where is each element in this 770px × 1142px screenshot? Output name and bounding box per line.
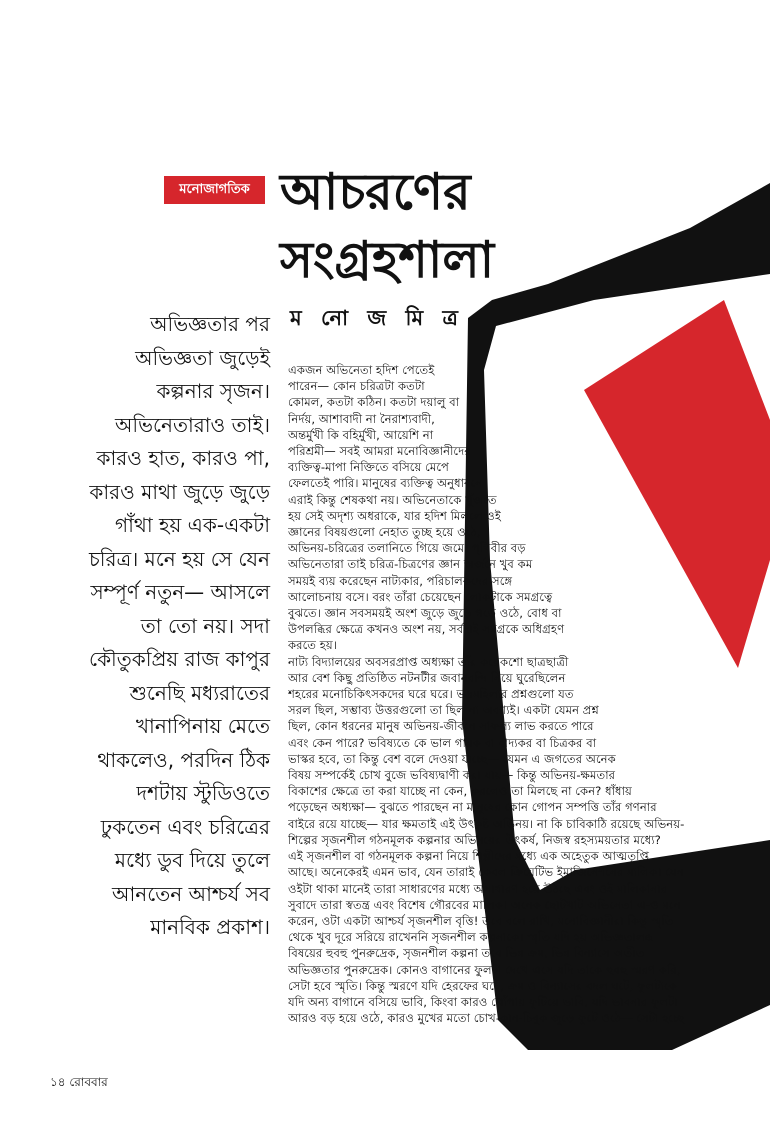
- body-line: আলোচনায় বসে। বরং তাঁরা চেয়েছেন লোকটাকে সমগ্রত্বে: [288, 589, 553, 604]
- pull-quote-line: ঢুকতেন এবং চরিত্রের: [100, 814, 270, 839]
- body-line: ফেলতেই পারি। মানুষের ব্যক্তিত্ব অনুধাবনে: [288, 476, 483, 491]
- pull-quote-line: অভিজ্ঞতা জুড়েই: [135, 345, 270, 370]
- body-line: যদি অন্য বাগানে বসিয়ে ভাবি, কিংবা কারও খোঁপায় ফুটিয়ে ভাবি, যদি ভাবনার ফুলটা: [288, 994, 678, 1009]
- body-line: সরল ছিল, সম্ভাব্য উত্তরগুলো তা ছিল না অবশ্যই। একটা যেমন প্রশ্ন: [288, 703, 599, 718]
- author-byline: ম নো জ মি ত্র: [290, 306, 464, 330]
- headline-line-2: সংগ্রহশালা: [280, 230, 495, 289]
- pull-quote-line: অভিনেতারাও তাই।: [115, 412, 270, 437]
- body-line: আরও বড় হয়ে ওঠে, কারও মুখের মতো চোখ-কান-চিবুক জুড়ে ফুটে ওঠে— সেটা হচ্ছে: [288, 1011, 685, 1026]
- pull-quote-line: কৌতুকপ্রিয় রাজ কাপুর: [88, 647, 270, 671]
- body-line: শহরের মনোচিকিৎসকদের ঘরে ঘরে। ভদ্রমহিলার প্রশ্নগুলো যত: [288, 687, 574, 702]
- body-line: এরাই কিন্তু শেষকথা নয়। অভিনেতাকে খুঁজতে: [288, 492, 497, 507]
- pull-quote-line: কারও মাথা জুড়ে জুড়ে: [89, 479, 270, 504]
- pull-quote-line: অভিজ্ঞতার পর: [150, 312, 270, 336]
- pull-quote-line: থাকলেও, পরদিন ঠিক: [97, 747, 270, 772]
- pull-quote-line: গাঁথা হয় এক-একটা: [115, 513, 270, 537]
- body-line: সুবাদে তারা স্বতন্ত্র এবং বিশেষ গৌরবের মালিক। অনেক ছোটখাট অভিনেতা এ-ও মনে: [288, 897, 681, 912]
- pull-quote-line: কারও হাত, কারও পা,: [96, 446, 270, 470]
- pull-quote-line: দশটায় স্টুডিওতে: [136, 781, 270, 805]
- body-line: অভিনেতারা তাই চরিত্র-চিত্রণের জ্ঞান অর্জনে খুব কম: [288, 557, 533, 572]
- body-line: সময়ই ব্যয় করেছেন নাট্যকার, পরিচালকদের সঙ্গে: [288, 573, 513, 588]
- body-line: পরিশ্রমী— সবই আমরা মনোবিজ্ঞানীদের: [288, 444, 471, 459]
- body-line: হয় সেই অদৃশ্য অধরাকে, যার হদিশ মিললে ওই: [288, 508, 501, 523]
- body-line: অভিজ্ঞতার পুনরুদ্রেক। কোনও বাগানের ফুলটা দেখে এসে যদি তাকে হুবহু স্মরণ করি,: [288, 962, 681, 977]
- pull-quote-line: তা তো নয়। সদা: [140, 613, 270, 638]
- article-body: [288, 362, 700, 1026]
- body-line: সেটা হবে স্মৃতি। কিন্তু স্মরণে যদি হেরফের ঘটে, ক্রম ও বিন্যাসের বদল ঘটে, ফুলটাকে: [288, 978, 677, 993]
- headline-line-1: আচরণের: [280, 162, 471, 221]
- body-line: বিষয়ের হুবহু পুনরুদ্রেক, সৃজনশীল কল্পনা তবে ভিন্ন ক্রম, ভিন্ন বিন্যাসে অতীত: [288, 946, 645, 961]
- body-line: জ্ঞানের বিষয়গুলো নেহাত তুচ্ছ হয়ে ওঠে,: [288, 525, 481, 540]
- body-line: উপলব্ধির ক্ষেত্রে কখনও অংশ নয়, সর্বদাই সমগ্রকে অধিগ্রহণ: [288, 622, 565, 637]
- body-line: থেকে খুব দূরে সরিয়ে রাখেননি সৃজনশীল কল্পনাকে। স্মৃতি যদি হয় অভিজ্ঞতালব্ধ: [288, 930, 653, 945]
- pull-quote-line: সম্পূর্ণ নতুন— আসলে: [90, 580, 270, 604]
- body-line: বাইরে রয়ে যাচ্ছে— যার ক্ষমতাই এই উৎকৃষ্ট অভিনয়। না কি চাবিকাঠি রয়েছে অভিনয়-: [288, 816, 685, 831]
- body-line: নির্দয়, আশাবাদী না নৈরাশ্যবাদী,: [288, 411, 435, 426]
- body-line: পারেন— কোন চরিত্রটা কতটা: [288, 379, 425, 394]
- body-line: ছিল, কোন ধরনের মানুষ অভিনয়-জীবনে সাফল্য লাভ করতে পারে: [288, 719, 594, 734]
- pull-quote-line: কল্পনার সৃজন।: [156, 379, 270, 403]
- body-line: এই সৃজনশীল বা গঠনমূলক কল্পনা নিয়ে শিল্পীদের মধ্যে এক অহেতুক আত্মতৃপ্তি: [288, 849, 650, 864]
- page-footer: ১৪ রোববার: [50, 1075, 108, 1089]
- body-line: একজন অভিনেতা হদিশ পেতেই: [288, 363, 435, 377]
- body-line: বিষয় সম্পর্কেই চোখ বুজে ভবিষ্যদ্বাণী করা যায়— কিন্তু অভিনয়-ক্ষমতার: [288, 768, 616, 783]
- pull-quote: [52, 308, 270, 945]
- body-line: ব্যক্তিত্ব-মাপা নিক্তিতে বসিয়ে মেপে: [288, 460, 449, 475]
- pull-quote-line: শুনেছি মধ্যরাতের: [129, 680, 270, 705]
- body-line: পড়েছেন অধ্যক্ষা— বুঝতে পারছেন না মানুষের কোন গোপন সম্পত্তি তাঁর গণনার: [288, 800, 657, 815]
- body-line: বিকাশের ক্ষেত্রে তা করা যাচ্ছে না কেন, করলেও তা মিলছে না কেন? ধাঁধায়: [288, 784, 632, 799]
- body-line: আর বেশ কিছু প্রতিষ্ঠিত নটনটীর জবানবন্দি নিয়ে ঘুরেছিলেন: [288, 670, 566, 685]
- pull-quote-line: মধ্যে ডুব দিয়ে তুলে: [114, 848, 270, 872]
- body-line: করেন, ওটা একটা আশ্চর্য সৃজনশীল বৃত্তি! তবে বলে রাখি, মনোবিজ্ঞানীরা কিন্তু স্মৃতি: [288, 913, 674, 928]
- section-tag: মনোজাগতিক: [164, 176, 265, 204]
- body-line: এবং কেন পারে? ভবিষ্যতে কে ভাল গায়ক বা বাদ্যকর বা চিত্রকর বা: [288, 735, 597, 750]
- body-line: ভাস্কর হবে, তা কিন্তু বেশ বলে দেওয়া যাচ্ছে— যেমন এ জগতের অনেক: [288, 751, 616, 766]
- body-line: অভিনয়-চরিত্রের তলানিতে গিয়ে জমে। পৃথিবীর বড়: [288, 541, 526, 556]
- body-line: ওইটা থাকা মানেই তারা সাধারণের মধ্যে অসাধারণ হয়ে উঠছে এবং ওই মালিকানার: [288, 881, 668, 896]
- headline: [280, 158, 580, 294]
- body-line: নাট্য বিদ্যালয়ের অবসরপ্রাপ্ত অধ্যক্ষা তাঁর কয়েকশো ছাত্রছাত্রী: [288, 654, 569, 669]
- body-line: শিল্পের সৃজনশীল গঠনমূলক কল্পনার অভিনয়ের উৎকর্ষ, নিজস্ব রহস্যময়তার মধ্যে?: [288, 832, 661, 847]
- pull-quote-line: খানাপিনায় মেতে: [135, 714, 270, 738]
- body-line: আছে। অনেকেরই এমন ভাব, যেন তারাই কেবল ক্রিয়েটিভ ইমাজিনেশনের মালিক। যেন: [288, 865, 684, 880]
- pull-quote-line: মানবিক প্রকাশ।: [150, 915, 270, 939]
- body-line: কোমল, কতটা কঠিন। কতটা দয়ালু বা: [288, 395, 460, 410]
- pull-quote-line: চরিত্র। মনে হয় সে যেন: [88, 546, 270, 571]
- pull-quote-line: আনতেন আশ্চর্য সব: [111, 881, 270, 906]
- body-line: অন্তর্মুখী কি বহির্মুখী, আয়েশি না: [288, 427, 434, 442]
- body-line: করতে হয়।: [288, 638, 337, 653]
- body-line: বুঝতে। জ্ঞান সবসময়ই অংশ জুড়ে জুড়ে গড়ে ওঠে, বোধ বা: [288, 606, 562, 621]
